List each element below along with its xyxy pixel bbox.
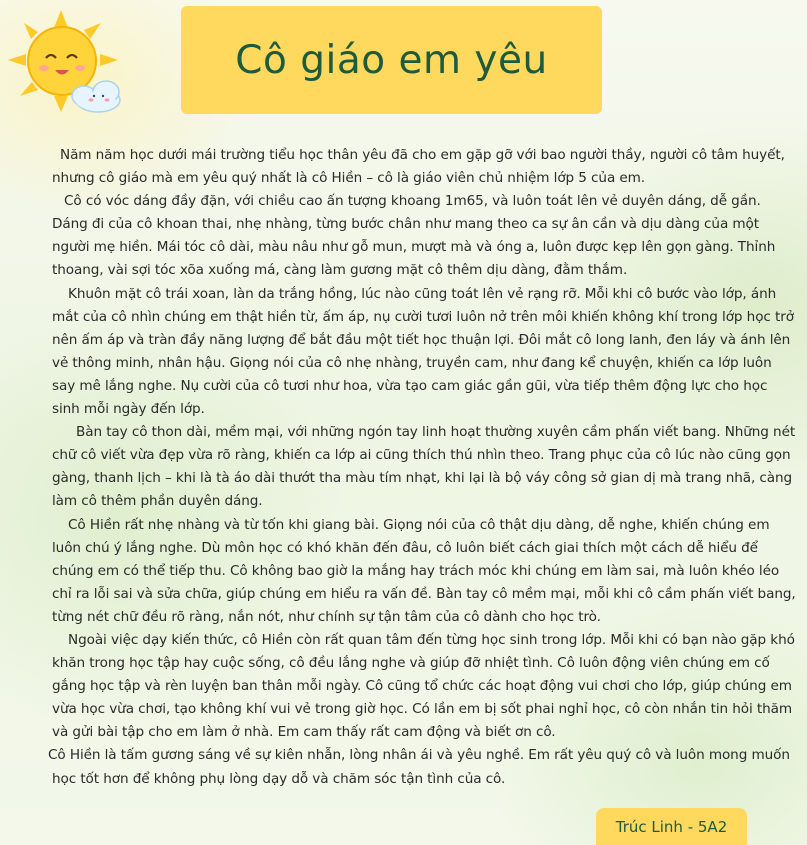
author-tag: Trúc Linh - 5A2 — [596, 808, 747, 845]
paragraph: Bàn tay cô thon dài, mềm mại, với những ngón tay linh hoạt thường xuyên cầm phấn viết bang. Những nét chữ cô viết vừa đẹp vừa rõ ràng, khiến ca lớp ai cũng thích thú nhìn theo. Trang phục của cô lúc nào cũng gọn gàng, thanh lịch – khi là tà áo dài thướt tha màu tím nhạt, khi lại là bộ váy công sở gian dị mà trang nhã, càng làm cô thêm phần duyên dáng. — [52, 424, 796, 510]
paragraph: Cô Hiền rất nhẹ nhàng và từ tốn khi giang bài. Giọng nói của cô thật dịu dàng, dễ nghe, khiến chúng em luôn chú ý lắng nghe. Dù môn học có khó khăn đến đâu, cô luôn biết cách giai thích một cách dễ hiểu để chúng em có thể tiếp thu. Cô không bao giờ la mắng hay trách móc khi chúng em làm sai, mà luôn khéo léo chỉ ra lỗi sai và sửa chữa, giúp chúng em hiểu ra vấn đề. Bàn tay cô mềm mại, mỗi khi cô cầm phấn viết bang, từng nét chữ đều rõ ràng, nắn nót, như chính sự tận tâm của cô dành cho học trò. — [52, 516, 796, 625]
paragraph: Khuôn mặt cô trái xoan, làn da trắng hồng, lúc nào cũng toát lên vẻ rạng rỡ. Mỗi khi cô bước vào lớp, ánh mắt của cô nhìn chúng em thật hiền từ, ấm áp, nụ cười tươi luôn nở trên môi khiến không khí trong lớp học trở nên ấm áp và tràn đầy năng lượng để bắt đầu một tiết học thuận lợi. Đôi mắt cô long lanh, đen láy và ánh lên vẻ thông minh, nhân hậu. Giọng nói của cô nhẹ nhàng, truyền cam, như đang kể chuyện, khiến ca lớp luôn say mê lắng nghe. Nụ cười của cô tươi như hoa, vừa tạo cam giác gần gũi, vừa tiếp thêm động lực cho học sinh mỗi ngày đến lớp. — [52, 285, 794, 418]
title-banner — [181, 6, 602, 114]
paragraph: Năm năm học dưới mái trường tiểu học thân yêu đã cho em gặp gỡ với bao người thầy, người cô tâm huyết, nhưng cô giáo mà em yêu quý nhất là cô Hiền – cô là giáo viên chủ nhiệm lớp 5 của em. — [52, 147, 785, 187]
paragraph: Cô Hiền là tấm gương sáng về sự kiên nhẫn, lòng nhân ái và yêu nghề. Em rất yêu quý cô và luôn mong muốn học tốt hơn để không phụ lòng dạy dỗ và chăm sóc tận tình của cô. — [48, 747, 790, 787]
paragraph: Cô có vóc dáng đầy đặn, với chiều cao ấn tượng khoang 1m65, và luôn toát lên vẻ duyên dáng, dễ gần. Dáng đi của cô khoan thai, nhẹ nhàng, từng bước chân như mang theo ca sự ân cần và dịu dàng của một người mẹ hiền. Mái tóc cô dài, màu nâu như gỗ mun, mượt mà và óng a, luôn được kẹp lên gọn gàng. Thỉnh thoang, vài sợi tóc xõa xuống má, càng làm gương mặt cô thêm dịu dàng, đằm thắm. — [52, 193, 776, 279]
paragraph: Ngoài việc dạy kiến thức, cô Hiền còn rất quan tâm đến từng học sinh trong lớp. Mỗi khi có bạn nào gặp khó khăn trong học tập hay cuộc sống, cô đều lắng nghe và giúp đỡ nhiệt tình. Cô luôn động viên chúng em cố gắng học tập và rèn luyện ban thân mỗi ngày. Cô cũng tổ chức các hoạt động vui chơi cho lớp, giúp chúng em vừa học vừa chơi, tạo không khí vui vẻ trong giờ học. Có lần em bị sốt phai nghỉ học, cô còn nhắn tin hỏi thăm và gửi bài tập cho em làm ở nhà. Em cam thấy rất cam động và biết ơn cô. — [52, 631, 795, 741]
essay-body — [48, 144, 797, 791]
page-title: Cô giáo em yêu — [235, 37, 548, 83]
sun-icon — [6, 8, 126, 118]
